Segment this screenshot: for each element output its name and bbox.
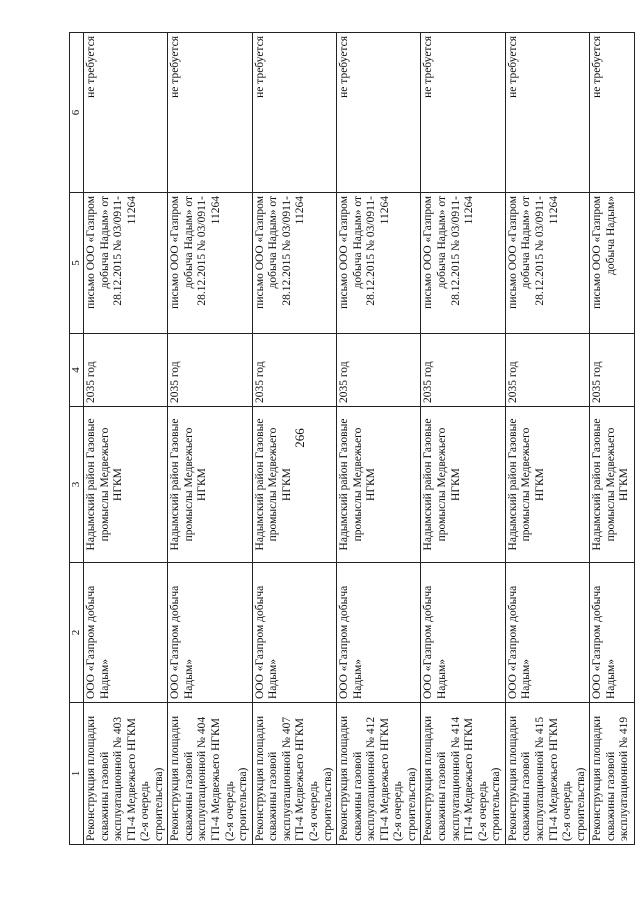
basis-cell: письмо ООО «Газпром добыча Надым» <box>590 193 635 334</box>
owner-cell: ООО «Газпром добыча Надым» <box>83 563 167 703</box>
note-cell: не требуется <box>590 33 635 193</box>
year-cell: 2035 год <box>505 334 589 407</box>
table-row <box>83 33 167 845</box>
column-header: 2 <box>70 563 84 703</box>
note-cell: не требуется <box>505 33 589 193</box>
location-cell: Надымский район Газовые промыслы Медвежьего НГКМ <box>337 407 421 563</box>
table-row <box>337 33 421 845</box>
column-header: 5 <box>70 193 84 334</box>
year-cell: 2035 год <box>337 334 421 407</box>
year-cell: 2035 год <box>168 334 252 407</box>
owner-cell: ООО «Газпром добыча Надым» <box>337 563 421 703</box>
object-cell: Реконструкция площадки скважины газовой эксплуатационной № 415 ГП-4 Медвежьего НГКМ (2-я очередь строительства) <box>505 703 589 845</box>
note-cell: не требуется <box>337 33 421 193</box>
year-cell: 2035 год <box>83 334 167 407</box>
location-cell: Надымский район Газовые промыслы Медвежьего НГКМ <box>505 407 589 563</box>
object-cell: Реконструкция площадки скважины газовой эксплуатационной № 419 <box>590 703 635 845</box>
basis-cell: письмо ООО «Газпром добыча Надым» от 28.12.2015 № 03/0911-11264 <box>83 193 167 334</box>
note-cell: не требуется <box>83 33 167 193</box>
column-header: 3 <box>70 407 84 563</box>
basis-cell: письмо ООО «Газпром добыча Надым» от 28.12.2015 № 03/0911-11264 <box>337 193 421 334</box>
year-cell: 2035 год <box>252 334 336 407</box>
table-header-row <box>70 33 84 845</box>
table-row <box>168 33 252 845</box>
object-cell: Реконструкция площадки скважины газовой эксплуатационной № 407 ГП-4 Медвежьего НГКМ (2-я очередь строительства) <box>252 703 336 845</box>
owner-cell: ООО «Газпром добыча Надым» <box>168 563 252 703</box>
note-cell: не требуется <box>168 33 252 193</box>
table-container <box>69 33 631 845</box>
object-cell: Реконструкция площадки скважины газовой эксплуатационной № 403 ГП-4 Медвежьего НГКМ (2-я очередь строительства) <box>83 703 167 845</box>
page-number: 266 <box>292 428 307 448</box>
projects-table <box>69 32 635 845</box>
note-cell: не требуется <box>252 33 336 193</box>
basis-cell: письмо ООО «Газпром добыча Надым» от 28.12.2015 № 03/0911-11264 <box>421 193 505 334</box>
basis-cell: письмо ООО «Газпром добыча Надым» от 28.12.2015 № 03/0911-11264 <box>505 193 589 334</box>
year-cell: 2035 год <box>421 334 505 407</box>
owner-cell: ООО «Газпром добыча Надым» <box>590 563 635 703</box>
owner-cell: ООО «Газпром добыча Надым» <box>421 563 505 703</box>
object-cell: Реконструкция площадки скважины газовой эксплуатационной № 414 ГП-4 Медвежьего НГКМ (2-я очередь строительства) <box>421 703 505 845</box>
table-row <box>505 33 589 845</box>
location-cell: Надымский район Газовые промыслы Медвежьего НГКМ <box>252 407 336 563</box>
location-cell: Надымский район Газовые промыслы Медвежьего НГКМ <box>590 407 635 563</box>
basis-cell: письмо ООО «Газпром добыча Надым» от 28.12.2015 № 03/0911-11264 <box>252 193 336 334</box>
column-header: 4 <box>70 334 84 407</box>
basis-cell: письмо ООО «Газпром добыча Надым» от 28.12.2015 № 03/0911-11264 <box>168 193 252 334</box>
note-cell: не требуется <box>421 33 505 193</box>
table-row <box>252 33 336 845</box>
location-cell: Надымский район Газовые промыслы Медвежьего НГКМ <box>168 407 252 563</box>
location-cell: Надымский район Газовые промыслы Медвежьего НГКМ <box>421 407 505 563</box>
table-row <box>421 33 505 845</box>
column-header: 1 <box>70 703 84 845</box>
owner-cell: ООО «Газпром добыча Надым» <box>505 563 589 703</box>
location-cell: Надымский район Газовые промыслы Медвежьего НГКМ <box>83 407 167 563</box>
object-cell: Реконструкция площадки скважины газовой эксплуатационной № 412 ГП-4 Медвежьего НГКМ (2-я очередь строительства) <box>337 703 421 845</box>
object-cell: Реконструкция площадки скважины газовой эксплуатационной № 404 ГП-4 Медвежьего НГКМ (2-я очередь строительства) <box>168 703 252 845</box>
column-header: 6 <box>70 33 84 193</box>
table-row <box>590 33 635 845</box>
owner-cell: ООО «Газпром добыча Надым» <box>252 563 336 703</box>
year-cell: 2035 год <box>590 334 635 407</box>
